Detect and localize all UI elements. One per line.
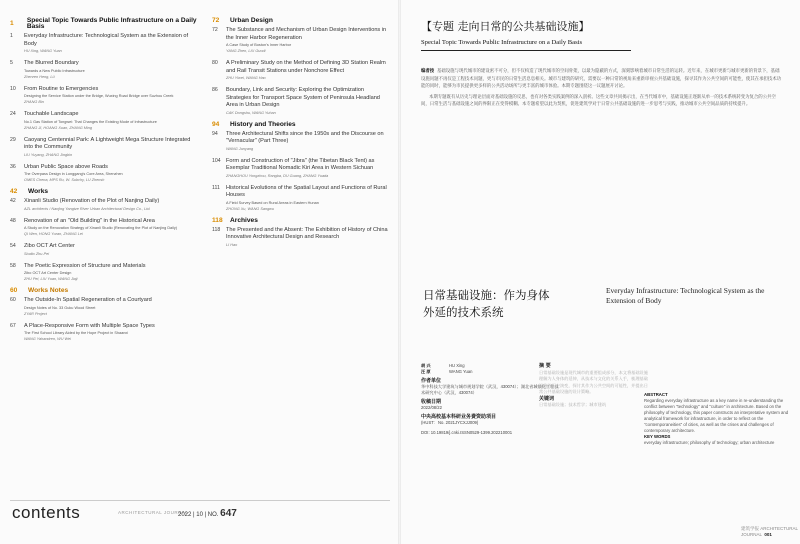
section-page: 72 — [212, 17, 220, 24]
entry-subtitle: No.1 Gas Station of Tongwei: That Changes the Existing Mode of Infrastructure — [24, 119, 157, 124]
entry-body — [24, 218, 200, 238]
entry-body — [226, 227, 390, 248]
entry-author: Zhenren Heng, Lü — [24, 74, 55, 79]
doi: DOI: 10.19819/j.cnki.ISSN0529-1399.202210001 — [421, 430, 513, 435]
entry-subtitle: The First School Library Aided by the Hope Project in Shaanxi — [24, 331, 129, 335]
entry-title: Form and Construction of "Jibra" (the Tibetan Black Tent) as Exemplar Traditional Nomadic Kiri Area in Western Sichuan — [226, 157, 375, 171]
entry-subtitle: A Case Study of Boston's Inner Harbor — [226, 43, 292, 47]
contents-entry[interactable] — [10, 60, 200, 80]
contents-entry[interactable] — [10, 33, 200, 54]
entry-subtitle: A Study on the Renovation Strategy of Xinanli Studio (Renovating the Plot of Nanjing Daily) — [24, 226, 178, 230]
section-heading — [212, 122, 390, 128]
year-issue: 2022 | 10 | NO. — [178, 512, 219, 518]
entry-body — [24, 297, 200, 317]
section-heading — [10, 288, 200, 294]
contents-entry[interactable] — [212, 158, 390, 179]
entry-author: CAK Dongshu, WANG Yuhan — [226, 110, 276, 115]
entry-body — [24, 137, 200, 158]
author-1-en: HU Xing — [449, 363, 465, 368]
entry-page: 58 — [10, 262, 16, 269]
entry-page: 36 — [10, 163, 16, 170]
footer-journal: 建筑学报 ARCHITECTURAL JOURNAL — [741, 526, 798, 537]
entry-author: HU Xing, WANG Yuan — [24, 49, 62, 53]
author-2-en: WANG Yuan — [449, 369, 473, 374]
contents-column-1 — [10, 12, 200, 348]
entry-author: QI Wen, HONG Yuran, ZHANG Lei — [24, 232, 83, 236]
entry-page: 111 — [212, 184, 220, 191]
entry-author: YANG Zhen, LIU Guodi — [226, 49, 266, 53]
received-date: 2022/08/22 — [421, 405, 442, 410]
entry-page: 80 — [212, 60, 218, 66]
entry-page: 54 — [10, 243, 16, 249]
abstract-cn — [539, 363, 651, 409]
entry-body — [226, 87, 390, 116]
entry-title: Renovation of an "Old Building" in the Historical Area — [24, 217, 155, 224]
issue-number: 647 — [220, 508, 237, 519]
entry-title: Zibo OCT Art Center — [24, 243, 75, 249]
entry-author: ZHU Yiwei, WANG Hao — [226, 76, 266, 80]
article-page — [401, 0, 800, 544]
entry-author: WANG Yahandren, WU Wei — [24, 337, 71, 341]
article-title-cn-line2: 外延的技术系统 — [423, 305, 504, 319]
entry-title: From Routine to Emergencies — [24, 85, 99, 92]
contents-label: contents — [12, 503, 81, 522]
entry-title: Touchable Landscape — [24, 111, 79, 117]
section-title: Works Notes — [28, 287, 69, 294]
entry-subtitle: Zibo OCT Art Center Design — [24, 271, 72, 275]
entry-page: 86 — [212, 87, 218, 93]
section-page: 42 — [10, 188, 18, 195]
article-footer — [741, 526, 800, 537]
editor-label: 编者按 — [421, 69, 435, 74]
entry-author: ZHANG JI, HOANG Xuan, ZHANG Ming — [24, 125, 92, 130]
entry-title: The Substance and Mechanism of Urban Design Interventions in the Inner Harbor Regeneration — [226, 27, 387, 41]
author-2-cn: 汪 原 — [421, 369, 431, 374]
abstract-en-text: Regarding everyday infrastructure as a key name in re-understanding the conflict between "technology" and "culture" in architecture. Based on the philosophy of technology, this paper constructs an interpretative system and analytical framework for infrastructure, in order to reflect on the "contemporaneities" of cities, as well as the crises and challenges of contemporary architecture. — [644, 398, 789, 433]
entry-title: Xinanli Studio (Renovation of the Plot of Nanjing Daily) — [24, 198, 160, 204]
entry-body — [24, 198, 200, 212]
entry-author: LI Hao — [226, 242, 238, 247]
contents-entry[interactable] — [212, 227, 390, 248]
entry-page: 1 — [10, 33, 13, 39]
keywords-en-label: KEY WORDS — [644, 434, 671, 439]
section-title: Special Topic Towards Public Infrastructure on a Daily Basis — [26, 17, 197, 30]
entry-subtitle: Towards a New Public Infrastructure — [24, 68, 85, 73]
entry-title: Three Architectural Shifts since the 1950s and the Discourse on "Vernacular" (Part Three) — [226, 130, 384, 144]
section-title: Works — [28, 188, 49, 195]
journal-name: ARCHITECTURAL JOURNAL — [118, 510, 189, 515]
contents-entry[interactable] — [10, 164, 200, 184]
entry-page: 24 — [10, 111, 16, 117]
contents-entry[interactable] — [10, 243, 200, 257]
entry-subtitle: The Overpass Design in Longgang's Core Area, Shenzhen — [24, 172, 123, 176]
entry-body — [24, 33, 200, 54]
received-label: 收稿日期 — [421, 399, 442, 405]
entry-page: 5 — [10, 60, 13, 66]
section-heading — [10, 189, 200, 195]
contents-entry[interactable] — [10, 111, 200, 131]
entry-body — [226, 27, 390, 54]
contents-entry[interactable] — [10, 218, 200, 238]
entry-title: The Presented and the Absent: The Exhibition of History of China Innovative Architectural Design and Research — [226, 226, 388, 240]
entry-page: 29 — [10, 136, 16, 143]
entry-page: 42 — [10, 198, 16, 204]
entry-body — [226, 158, 390, 179]
contents-entry[interactable] — [10, 263, 200, 283]
entry-author: ZYAR Project — [24, 311, 47, 316]
section-title: History and Theories — [230, 120, 296, 128]
entry-title: A Place-Responsive Form with Multiple Space Types — [24, 322, 155, 329]
contents-entry[interactable] — [10, 297, 200, 317]
entry-page: 104 — [212, 157, 221, 164]
entry-body — [24, 243, 200, 257]
entry-page: 60 — [10, 297, 16, 303]
entry-body — [24, 164, 200, 184]
issue-info — [178, 508, 237, 519]
entry-author: Studio Zhu-Pei — [24, 251, 50, 256]
affiliation-text: 华中科技大学建筑与城市规划学院（武汉，430074）；湖北省城镇化工程技术研究中心（武汉，430074） — [421, 384, 559, 395]
entry-title: A Preliminary Study on the Method of Defining 3D Station Realm and Rail Transit Stations under Nonchore Effect — [226, 60, 386, 74]
author-1-cn: 胡 兴 — [421, 363, 431, 368]
entry-author: LIU Yuyang, ZHANG Jingbin — [24, 152, 73, 157]
header-rule — [421, 50, 631, 51]
entry-author: AZL architects / Nanjing Yangtze River Urban Architectural Design Co., Ltd. — [24, 206, 151, 211]
entry-page: 10 — [10, 85, 16, 92]
special-topic-cn: 【专题 走向日常的公共基础设施】 — [421, 20, 590, 33]
entry-title: Caoyang Centennial Park: A Lightweight Mega Structure Integrated into the Community — [24, 136, 191, 150]
section-heading — [212, 18, 390, 24]
entry-subtitle: A Field Survey Based on Rural Areas in Eastern Hunan — [226, 200, 319, 205]
entry-body — [226, 131, 390, 152]
contents-entry[interactable] — [10, 86, 200, 106]
special-topic-en: Special Topic Towards Public Infrastructure on a Daily Basis — [421, 39, 583, 46]
contents-page — [0, 0, 399, 544]
entry-body — [24, 60, 200, 80]
entry-page: 67 — [10, 322, 16, 329]
entry-page: 118 — [212, 226, 221, 233]
abstract-en — [644, 392, 794, 446]
section-page: 118 — [212, 216, 223, 224]
section-title: Urban Design — [230, 17, 273, 24]
entry-author: OMES Chena, MPS Ru, W. Subchy, LU Zhensh — [24, 178, 105, 182]
section-heading — [212, 218, 390, 224]
entry-subtitle: Designing the Service Station under the Bridge, Wuxing Road Bridge over Suzhou Creek — [24, 94, 174, 98]
editor-text-1: 基础设施与现代城市的建设密不可分，但不仅构造了现代城市的空间骨架，以最为隐蔽的方式，深刻影响着城市日常生活的运转。近年来，在城市更新与城市更新的背景下，基础设施问题不再仅是工程技术问题，更与市民的日常生活息息相关。城市与建筑的研究，需要以一种日常的视角来重新审视公共基础设施，探寻其作为公共空间的可能性，使其在承担技术功能的同时，能够为市民提供更多样的公共活动场所与更丰富的城市体验。本期专题围绕这一议题展开讨论。 — [421, 69, 782, 90]
keywords-cn-text: 日常基础设施；技术哲学；城市建筑 — [539, 402, 607, 407]
article-title-cn — [423, 287, 573, 321]
entry-body — [24, 323, 200, 343]
entry-page: 72 — [212, 27, 218, 33]
entry-author: WANG Junyang — [226, 146, 254, 151]
entry-author: ZHANGHOU Yongzhou, Rangba, DU Guang, ZHANG Yuada — [226, 173, 329, 178]
entry-title: The Poetic Expression of Structure and Materials — [24, 262, 146, 269]
contents-entry[interactable] — [10, 323, 200, 343]
entry-body — [24, 111, 200, 131]
keywords-en-text: everyday infrastructure; philosophy of technology; urban architecture — [644, 440, 775, 445]
contents-footer — [10, 500, 390, 521]
abstract-en-label: ABSTRACT — [644, 392, 668, 397]
entry-subtitle: Design Notes of No. 33 Guku Wood Street — [24, 305, 96, 310]
entry-body — [24, 263, 200, 283]
footer-page: 001 — [764, 532, 772, 537]
entry-body — [226, 185, 390, 212]
entry-title: Historical Evolutions of the Spatial Layout and Functions of Rural Houses — [226, 184, 387, 198]
contents-entry[interactable] — [212, 131, 390, 152]
contents-entry[interactable] — [212, 60, 390, 81]
section-title: Archives — [230, 216, 258, 224]
contents-entry[interactable] — [212, 185, 390, 212]
keywords-cn-label: 关键词 — [539, 395, 555, 402]
article-title-en: Everyday Infrastructure: Technological System as the Extension of Body — [606, 286, 765, 305]
entry-body — [24, 86, 200, 106]
fund-code: (HUST：No. 2021JYCXJJ009) — [421, 420, 479, 425]
entry-author: ZHONG Xu, WANG Sangwu — [226, 206, 275, 211]
contents-entry[interactable] — [10, 198, 200, 212]
entry-title: Boundary, Link and Security: Exploring the Optimization Strategies for Transport Space System of Peninsula Headland Area in Urban Design — [226, 87, 380, 108]
editor-note — [421, 68, 783, 109]
affiliation-label: 作者单位 — [421, 378, 442, 384]
special-topic-header — [421, 18, 783, 51]
entry-author: ZHU Pei, LIU Yuan, WANG Jiaji — [24, 277, 78, 281]
entry-title: The Blurred Boundary — [24, 60, 79, 66]
fund-label: 中央高校基本科研业务费资助项目 — [421, 414, 497, 420]
article-title-cn-line1: 日常基础设施：作为身体 — [423, 288, 550, 302]
entry-title: Urban Public Space above Roads — [24, 163, 108, 170]
contents-entry[interactable] — [212, 87, 390, 116]
entry-title: Everyday Infrastructure: Technological System as the Extension of Body — [24, 33, 189, 47]
entry-body — [226, 60, 390, 81]
entry-page: 48 — [10, 217, 16, 224]
abstract-cn-label: 摘 要 — [539, 363, 551, 369]
entry-page: 94 — [212, 130, 218, 137]
section-heading — [10, 18, 200, 30]
section-page: 60 — [10, 287, 18, 294]
section-page: 1 — [10, 20, 14, 27]
entry-author: ZHANG Bin — [24, 100, 44, 104]
entry-title: The Outside-In Spatial Regeneration of a Courtyard — [24, 297, 152, 303]
abstract-cn-text: 日常基础设施是现代城市的重要组成部分，本文将基础设施理解为人身体的延伸，从技术与文化的关系入手，梳理基础设施的历史演变，探讨其作为公共空间的可能性，并提出日常公共基础设施的设计策略。 — [539, 369, 648, 394]
contents-entry[interactable] — [10, 137, 200, 158]
contents-column-2 — [212, 12, 390, 254]
editor-text-2: 本期专题既有从历史与理论层面对基础设施的反思，也有对各类实践案例的深入剖析。这些文章共同揭示出，在当代城市中，基础设施正逐渐从单一的技术系统转变为复合的公共空间，日常生活与基础设施之间的界限正在变得模糊。本专题希望以此为契机，促进建筑学对于日常公共基础设施的进一步思考与实践，推动城市公共空间品质的持续提升。 — [421, 94, 776, 108]
contents-entry[interactable] — [212, 27, 390, 54]
section-page: 94 — [212, 120, 220, 128]
